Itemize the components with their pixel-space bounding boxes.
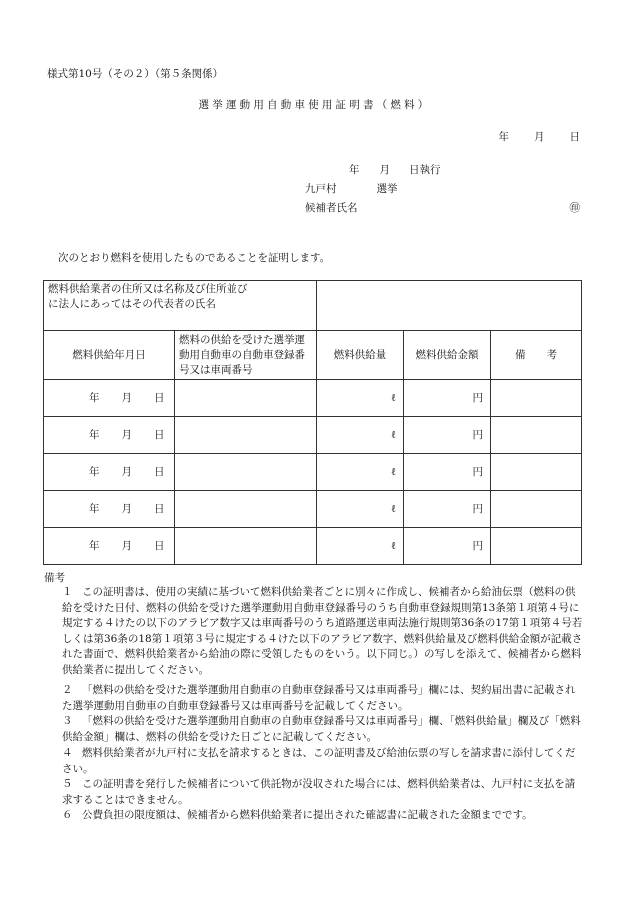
notes-heading: 備考 xyxy=(44,572,65,584)
amount-cell[interactable]: ℓ xyxy=(317,380,404,417)
supply-date-cell[interactable]: 年 月 日 xyxy=(44,417,175,454)
amount-cell[interactable]: ℓ xyxy=(317,491,404,528)
note-number: １ xyxy=(62,586,73,598)
remarks-cell[interactable] xyxy=(491,380,582,417)
note-item xyxy=(62,683,584,714)
price-cell[interactable]: 円 xyxy=(404,454,491,491)
price-cell[interactable]: 円 xyxy=(404,528,491,565)
fuel-supply-table xyxy=(43,280,582,565)
amount-cell[interactable]: ℓ xyxy=(317,528,404,565)
header-amount: 燃料供給量 xyxy=(317,331,404,380)
election-suffix: 選挙 xyxy=(376,183,398,195)
note-item xyxy=(62,777,584,808)
header-remarks: 備 考 xyxy=(491,331,582,380)
supply-date-cell[interactable]: 年 月 日 xyxy=(44,528,175,565)
note-item xyxy=(62,714,584,745)
table-row xyxy=(44,491,582,528)
note-number: ３ xyxy=(62,715,73,727)
vehicle-number-cell[interactable] xyxy=(175,380,317,417)
note-item xyxy=(62,585,584,678)
note-text: 燃料供給業者が九戸村に支払を請求するときは、この証明書及び給油伝票の写しを請求書に添付してください。 xyxy=(62,747,576,775)
note-number: ５ xyxy=(62,778,73,790)
supply-date-cell[interactable]: 年 月 日 xyxy=(44,380,175,417)
price-cell[interactable]: 円 xyxy=(404,491,491,528)
remarks-cell[interactable] xyxy=(491,417,582,454)
intro-text: 次のとおり燃料を使用したものであることを証明します。 xyxy=(58,252,331,264)
price-cell[interactable]: 円 xyxy=(404,417,491,454)
vehicle-number-cell[interactable] xyxy=(175,454,317,491)
issue-date-day: 日 xyxy=(569,131,580,143)
note-text: 「燃料の供給を受けた選挙運動用自動車の自動車登録番号又は車両番号」欄、「燃料供給量」欄及び「燃料供給金額」欄は、燃料の供給を受けた日ごとに記載してください。 xyxy=(62,715,581,743)
seal-mark: ㊞ xyxy=(569,202,580,214)
header-date: 燃料供給年月日 xyxy=(44,331,175,380)
supplier-row xyxy=(44,281,582,331)
note-number: ６ xyxy=(62,809,73,821)
vehicle-number-cell[interactable] xyxy=(175,417,317,454)
vehicle-number-cell[interactable] xyxy=(175,528,317,565)
note-text: 公費負担の限度額は、候補者から燃料供給業者に提出された確認書に記載された金額までです。 xyxy=(82,809,533,821)
note-item xyxy=(62,808,584,824)
note-text: この証明書を発行した候補者について供託物が没収された場合には、燃料供給業者は、九戸村に支払を請求することはできません。 xyxy=(62,778,576,806)
note-text: この証明書は、使用の実績に基づいて燃料供給業者ごとに別々に作成し、候補者から給油伝票（燃料の供給を受けた日付、燃料の供給を受けた選挙運動用自動車登録番号のうち自動車登録規則第13条第１項第４号に規定する４けたの以下のアラビア数字又は車両番号のうち道路運送車両法施行規則第36条の17第１項第４号若しくは第36条の18第１項第３号に規定する４けた以下のアラビア数字、燃料供給量及び燃料供給金額が記載された書面で、燃料供給業者から給油の際に受領したものをいう。以下同じ。）の写しを添えて、候補者から燃料供給業者に提出してください。 xyxy=(62,586,583,676)
remarks-cell[interactable] xyxy=(491,491,582,528)
header-price: 燃料供給金額 xyxy=(404,331,491,380)
note-number: ４ xyxy=(62,747,73,759)
issue-date xyxy=(499,129,581,144)
note-text: 「燃料の供給を受けた選挙運動用自動車の自動車登録番号又は車両番号」欄には、契約届出書に記載された選挙運動用自動車の自動車登録番号又は車両番号を記載してください。 xyxy=(62,684,576,712)
amount-cell[interactable]: ℓ xyxy=(317,417,404,454)
issue-date-month: 月 xyxy=(534,131,545,143)
enforcement-month: 月 xyxy=(379,164,390,176)
supplier-value[interactable] xyxy=(317,281,582,331)
table-row xyxy=(44,528,582,565)
enforcement-date xyxy=(349,162,441,177)
price-cell[interactable]: 円 xyxy=(404,380,491,417)
supplier-label: 燃料供給業者の住所又は名称及び住所並びに法人にあってはその代表者の氏名 xyxy=(44,281,317,331)
village-name: 九戸村 xyxy=(305,183,337,195)
enforcement-year: 年 xyxy=(349,164,360,176)
note-number: ２ xyxy=(62,684,73,696)
table-row xyxy=(44,380,582,417)
issue-date-year: 年 xyxy=(498,131,509,143)
vehicle-number-cell[interactable] xyxy=(175,491,317,528)
candidate-name-label: 候補者氏名 xyxy=(305,202,358,214)
enforcement-day: 日執行 xyxy=(409,164,441,176)
amount-cell[interactable]: ℓ xyxy=(317,454,404,491)
table-header xyxy=(44,331,582,380)
remarks-cell[interactable] xyxy=(491,454,582,491)
table-row xyxy=(44,454,582,491)
header-vehicle: 燃料の供給を受けた選挙運動用自動車の自動車登録番号又は車両番号 xyxy=(175,331,317,380)
supply-date-cell[interactable]: 年 月 日 xyxy=(44,491,175,528)
form-number: 様式第10号（その２）（第５条関係） xyxy=(47,68,224,80)
remarks-cell[interactable] xyxy=(491,528,582,565)
document-title: 選挙運動用自動車使用証明書（燃料） xyxy=(198,99,432,111)
table-row xyxy=(44,417,582,454)
note-item xyxy=(62,746,584,777)
election-name xyxy=(305,181,398,196)
supply-date-cell[interactable]: 年 月 日 xyxy=(44,454,175,491)
